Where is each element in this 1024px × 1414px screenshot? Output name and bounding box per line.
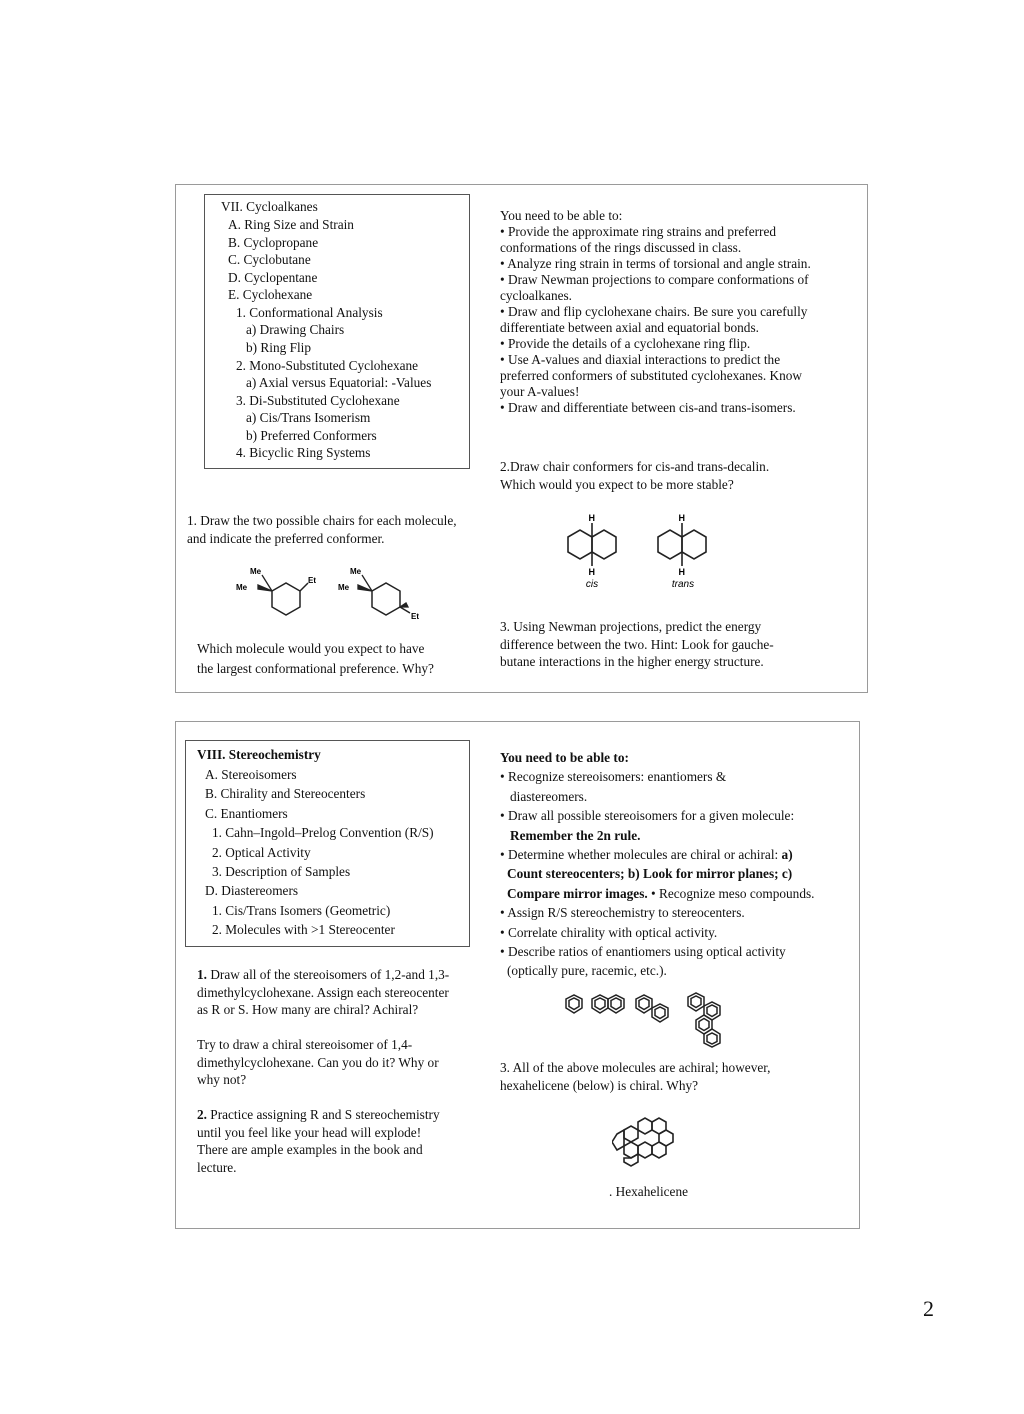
outline-item: C. Enantiomers: [205, 806, 288, 821]
methyl-label: Me: [350, 567, 362, 576]
hydrogen-label: H: [588, 513, 595, 523]
outline-item: b) Ring Flip: [246, 340, 312, 355]
outline-item: a) Cis/Trans Isomerism: [246, 410, 371, 425]
trans-label: trans: [671, 579, 695, 590]
methyl-label: Me: [338, 583, 350, 592]
outline-item: a) Axial versus Equatorial: -Values: [246, 375, 432, 390]
stereo-question-1: 1. Draw all of the stereoisomers of 1,2-and 1,3- dimethylcyclohexane. Assign each stereocenter as R or S. How many are chiral? Achiral?: [197, 967, 450, 1017]
outline-item: 3. Description of Samples: [212, 864, 351, 879]
methyl-label: Me: [250, 567, 262, 576]
outline-item: 1. Cis/Trans Isomers (Geometric): [212, 903, 391, 918]
stereo-question-2: 2. Practice assigning R and S stereochemistry until you feel like your head will explode! There are ample examples in the book and lecture.: [197, 1107, 440, 1175]
outline-item: E. Cyclohexane: [228, 287, 313, 302]
hexahelicene-caption: . Hexahelicene: [609, 1184, 688, 1199]
hydrogen-label: H: [588, 567, 595, 577]
hydrogen-label: H: [678, 567, 685, 577]
outline-item: 3. Di-Substituted Cyclohexane: [236, 393, 400, 408]
outline-item: a) Drawing Chairs: [246, 322, 345, 337]
question-1-chairs: 1. Draw the two possible chairs for each molecule, and indicate the preferred conformer.: [187, 513, 457, 546]
question-2-decalin: 2.Draw chair conformers for cis-and trans-decalin. Which would you expect to be more stable?: [500, 459, 770, 492]
stereo-question-1-followup: Try to draw a chiral stereoisomer of 1,4- dimethylcyclohexane. Can you do it? Why or why not?: [197, 1037, 439, 1087]
outline-item: b) Preferred Conformers: [246, 428, 377, 443]
decalin-figure: [562, 510, 732, 592]
cis-label: cis: [585, 579, 599, 590]
outline-title: VII. Cycloalkanes: [221, 199, 318, 214]
ethyl-label: Et: [411, 612, 419, 621]
substituted-cyclohexanes-figure: [230, 563, 430, 625]
outline-item: 1. Cahn–Ingold–Prelog Convention (R/S): [212, 825, 434, 840]
stereochemistry-objectives: You need to be able to: • Recognize stereoisomers: enantiomers & diastereomers. • Draw all possible stereoisomers for a given molecule: Remember the 2n rule. • Determine whether molecules are chiral or achiral: a) Count stereocenters; b) Look for mirror planes; c) Compare mirror images. • Recognize meso compounds. • Assign R/S stereochemistry to stereocenters. • Correlate chirality with optical activity. • Describe ratios of enantiomers using optical activity (optically pure, racemic, etc.).: [500, 750, 815, 979]
outline-item: C. Cyclobutane: [228, 252, 311, 267]
stereo-question-3: 3. All of the above molecules are achiral; however, hexahelicene (below) is chiral. Why?: [500, 1060, 771, 1093]
hexahelicene-figure: [612, 1108, 682, 1174]
cycloalkanes-objectives: You need to be able to: • Provide the approximate ring strains and preferred conformations of the rings discussed in class. • Analyze ring strain in terms of torsional and angle strain. • Draw Newman projections to compare conformations of cycloalkanes. • Draw and flip cyclohexane chairs. Be sure you carefully differentiate between axial and equatorial bonds. • Provide the details of a cyclohexane ring flip. • Use A-values and diaxial interactions to predict the preferred conformers of substituted cyclohexanes. Know your A-values! • Draw and differentiate between cis-and trans-isomers.: [500, 208, 811, 415]
outline-item: D. Diastereomers: [205, 883, 299, 898]
question-1-followup: Which molecule would you expect to have the largest conformational preference. Why?: [197, 641, 434, 676]
outline-item: 2. Molecules with >1 Stereocenter: [212, 922, 395, 937]
outline-item: A. Ring Size and Strain: [228, 217, 354, 232]
ethyl-label: Et: [308, 576, 316, 585]
polycyclic-aromatics-figure: [560, 990, 756, 1048]
outline-item: 1. Conformational Analysis: [236, 305, 383, 320]
methyl-label: Me: [236, 583, 248, 592]
page-number: 2: [923, 1296, 934, 1321]
outline-item: D. Cyclopentane: [228, 270, 318, 285]
outline-item: 2. Optical Activity: [212, 845, 311, 860]
outline-item: 4. Bicyclic Ring Systems: [236, 445, 371, 460]
outline-item: A. Stereoisomers: [205, 767, 297, 782]
outline-item: 2. Mono-Substituted Cyclohexane: [236, 358, 419, 373]
outline-item: B. Chirality and Stereocenters: [205, 786, 366, 801]
outline-title: VIII. Stereochemistry: [197, 747, 321, 762]
hydrogen-label: H: [678, 513, 685, 523]
question-3-newman: 3. Using Newman projections, predict the energy difference between the two. Hint: Look for gauche- butane interactions in the higher energy structure.: [500, 619, 774, 669]
outline-item: B. Cyclopropane: [228, 235, 319, 250]
